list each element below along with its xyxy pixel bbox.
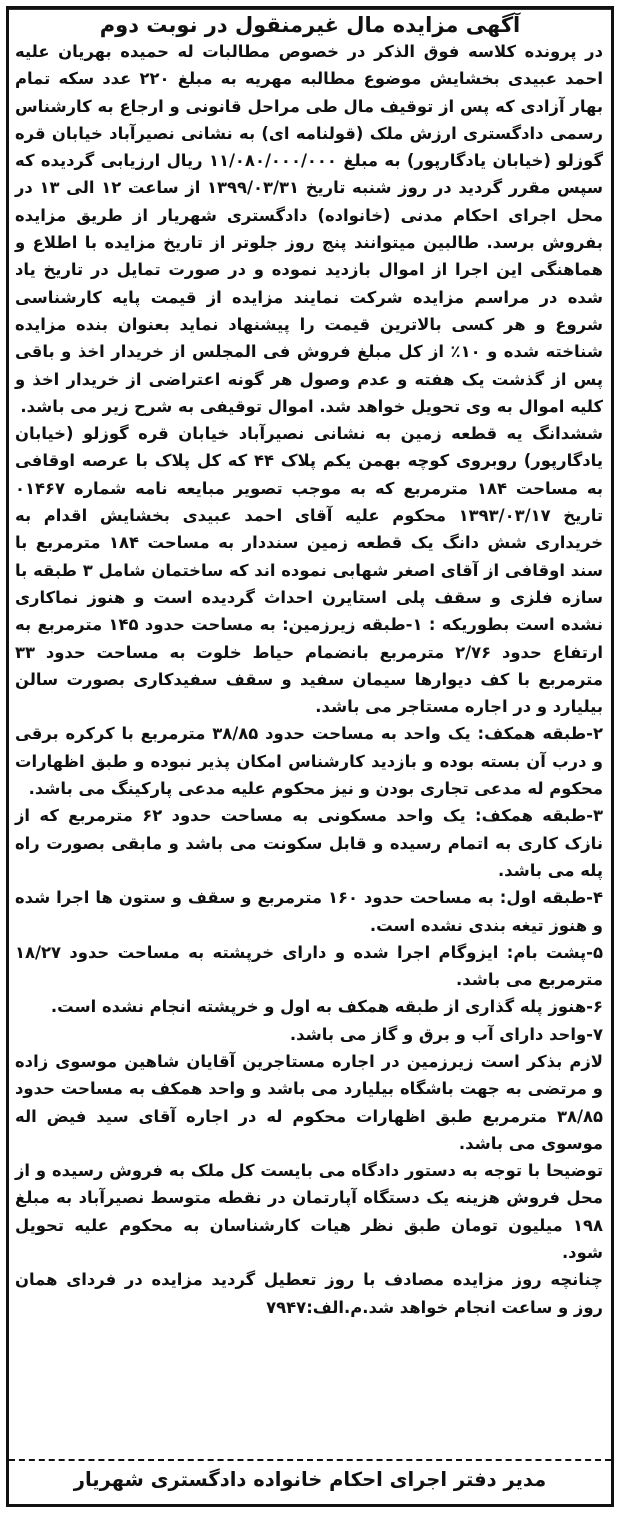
notice-title: آگهی مزایده مال غیرمنقول در نوبت دوم [99, 13, 521, 37]
paragraph-item-4: ۴-طبقه اول: به مساحت حدود ۱۶۰ مترمربع و سقف و ستون ها اجرا شده و هنوز تیغه بندی نشده است. [15, 888, 603, 935]
paragraph-intro: در پرونده کلاسه فوق الذکر در خصوص مطالبات له حمیده بهریان علیه احمد عبیدی بخشایش موضوع مطالبه مهریه به مبلغ ۲۲۰ عدد سکه تمام بهار آزادی که پس از توقیف مال طی مراحل قانونی و ارجاع به کارشناس رسمی دادگستری ارزش ملک (قولنامه ای) به نشانی نصیرآباد خیابان قره گوزلو (خیابان یادگارپور) به مبلغ ۱۱/۰۸۰/۰۰۰/۰۰۰ ریال ارزیابی گردیده که سپس مقرر گردید در روز شنبه تاریخ ۱۳۹۹/۰۳/۳۱ از ساعت ۱۲ الی ۱۳ در محل اجرای احکام مدنی (خانواده) دادگستری شهریار از طریق مزایده بفروش برسد. طالبین میتوانند پنج روز جلوتر از تاریخ مزایده با اطلاع و هماهنگی این اجرا از اموال بازدید نموده و در صورت تمایل در تاریخ یاد شده در مراسم مزایده شرکت نمایند مزایده از قیمت پایه کارشناسی شروع و هر کسی بالاترین قیمت را پیشنهاد نماید بعنوان بنده مزایده شناخته شده و ۱۰٪ از کل مبلغ فروش فی المجلس از خریدار اخذ و باقی پس از گذشت یک هفته و عدم وصول هر گونه اعتراضی از خریدار اخذ و کلیه اموال به وی تحویل خواهد شد. اموال توقیفی به شرح زیر می باشد. [15, 42, 603, 416]
notice-text [9, 38, 611, 1321]
signature-divider [9, 1459, 611, 1461]
paragraph-item-3: ۳-طبقه همکف: یک واحد مسکونی به مساحت حدود ۶۲ مترمربع که از نازک کاری به اتمام رسیده و قابل سکونت می باشد و مابقی بصورت راه پله می باشد. [15, 806, 603, 880]
paragraph-item-6: ۶-هنوز پله گذاری از طبقه همکف به اول و خرپشته انجام نشده است. [50, 997, 603, 1017]
paragraph-court-order: توضیحا با توجه به دستور دادگاه می بایست کل ملک به فروش رسیده و از محل فروش هزینه یک دستگاه آپارتمان در نقطه متوسط نصیرآباد به مبلغ ۱۹۸ میلیون تومان طبق نظر هیات کارشناسان به محکوم علیه تحویل شود. [15, 1161, 603, 1263]
paragraph-tenants: لازم بذکر است زیرزمین در اجاره مستاجرین آقایان شاهین موسوی زاده و مرتضی به جهت باشگاه بیلیارد می باشد و واحد همکف به مساحت حدود ۳۸/۸۵ مترمربع طبق اظهارات محکوم له در اجاره آقای سید فیض اله موسوی می باشد. [15, 1051, 603, 1153]
paragraph-item-5: ۵-پشت بام: ایزوگام اجرا شده و دارای خرپشته به مساحت حدود ۱۸/۲۷ مترمربع می باشد. [15, 942, 603, 990]
paragraph-holiday: چنانچه روز مزایده مصادف با روز تعطیل گردید مزایده در فردای همان روز و ساعت انجام خواهد شد.م.الف:۷۹۴۷ [15, 1270, 603, 1317]
paragraph-item-2: ۲-طبقه همکف: یک واحد به مساحت حدود ۳۸/۸۵ مترمربع با کرکره برقی و درب آن بسته بوده و بازدید کارشناس امکان پذیر نبوده و طبق اظهارات محکوم له مدعی تجاری بودن و نیز محکوم علیه مدعی پارکینگ می باشد. [15, 724, 604, 799]
paragraph-property: ششدانگ یه قطعه زمین به نشانی نصیرآباد خیابان قره گوزلو (خیابان یادگارپور) روبروی کوچه بهمن یکم پلاک ۴۴ که کل پلاک با عرصه اوقافی به مساحت ۱۸۴ مترمربع که به موجب تصویر مبایعه نامه شماره ۰۱۴۶۷ تاریخ ۱۳۹۳/۰۳/۱۷ محکوم علیه آقای احمد عبیدی بخشایش اقدام به خریداری شش دانگ یک قطعه زمین سنددار به مساحت ۱۸۴ مترمربع با سند اوقافی از آقای اصغر شهابی نموده اند که ساختمان شامل ۳ طبقه با سازه فلزی و سقف پلی استایرن احداث گردیده است و هنوز نماکاری نشده است بطوریکه : ۱-طبقه زیرزمین: به مساحت حدود ۱۴۵ مترمربع به ارتفاع حدود ۲/۷۶ مترمربع بانضمام حیاط خلوت به مساحت حدود ۳۳ مترمربع با کف دیوارها سیمان سفید و سقف سفیدکاری بصورت سالن بیلیارد و در اجاره مستاجر می باشد. [15, 424, 604, 717]
signature: مدیر دفتر اجرای احکام خانواده دادگستری شهریار [73, 1468, 547, 1491]
notice-body [9, 9, 611, 1504]
paragraph-item-7: ۷-واحد دارای آب و برق و گاز می باشد. [289, 1024, 603, 1044]
